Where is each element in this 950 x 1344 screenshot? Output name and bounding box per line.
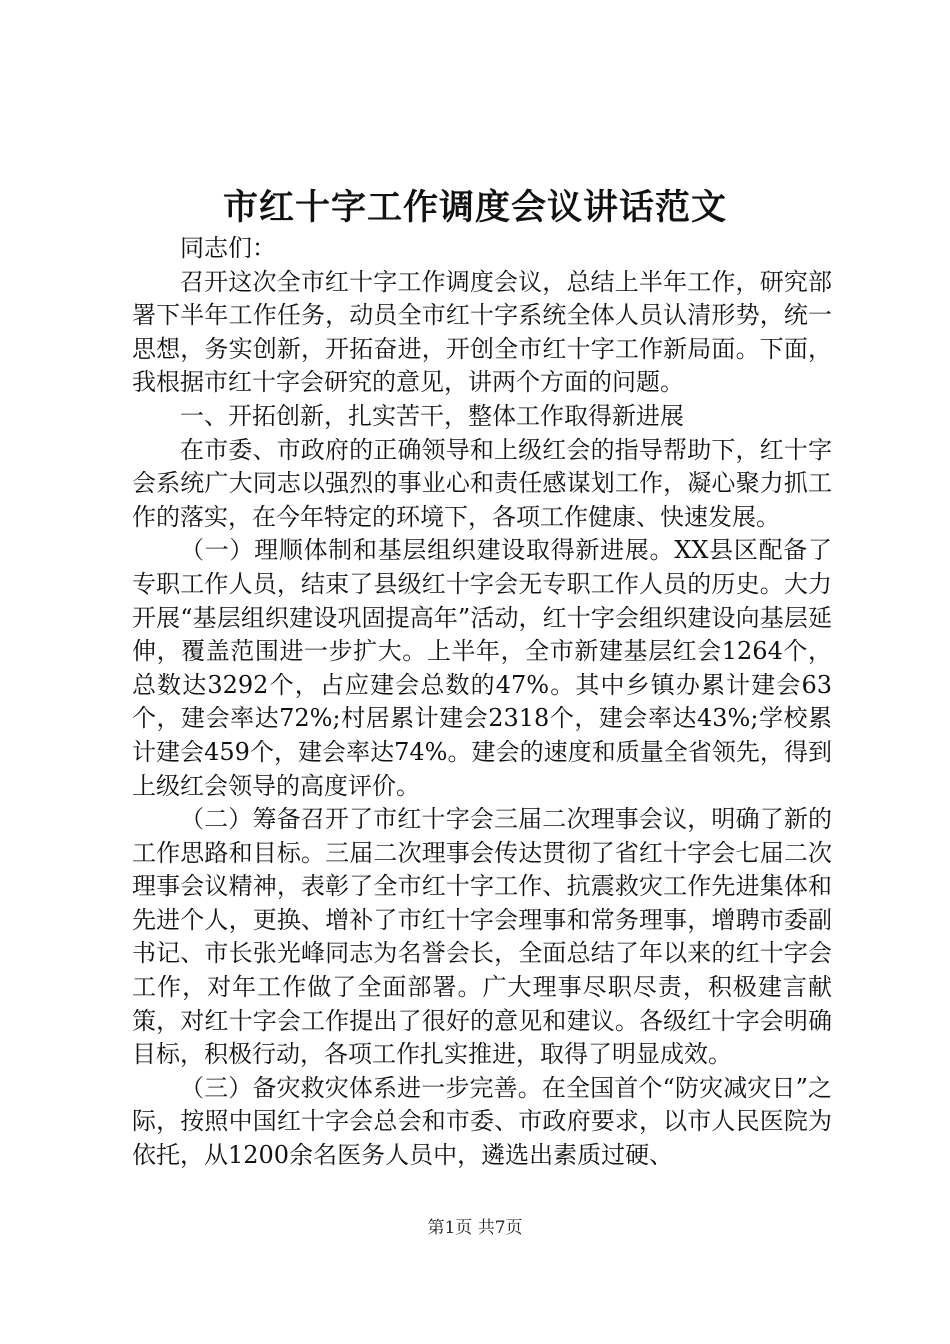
document-title: 市红十字工作调度会议讲话范文 [222, 187, 727, 228]
document-body [132, 232, 832, 1173]
body-paragraph: 在市委、市政府的正确领导和上级红会的指导帮助下，红十字会系统广大同志以强烈的事业心和责任感谋划工作，凝心聚力抓工作的落实，在今年特定的环境下，各项工作健康、快速发展。 [132, 435, 832, 531]
section-heading: 一、开拓创新，扎实苦干，整体工作取得新进展 [180, 401, 684, 430]
intro-paragraph: 召开这次全市红十字工作调度会议，总结上半年工作，研究部署下半年工作任务，动员全市红十字系统全体人员认清形势，统一思想，务实创新，开拓奋进，开创全市红十字工作新局面。下面，我根据市红十字会研究的意见，讲两个方面的问题。 [132, 267, 832, 397]
body-paragraph: （三）备灾救灾体系进一步完善。在全国首个“防灾减灾日”之际，按照中国红十字会总会和市委、市政府要求，以市人民医院为依托，从1200余名医务人员中，遴选出素质过硬、 [132, 1073, 832, 1170]
body-paragraph: （一）理顺体制和基层组织建设取得新进展。XX县区配备了专职工作人员，结束了县级红十字会无专职工作人员的历史。大力开展“基层组织建设巩固提高年”活动，红十字会组织建设向基层延伸，覆盖范围进一步扩大。上半年，全市新建基层红会1264个，总数达3292个，占应建会总数的47%。其中乡镇办累计建会63个，建会率达72%;村居累计建会2318个，建会率达43%;学校累计建会459个，建会率达74%。建会的速度和质量全省领先，得到上级红会领导的高度评价。 [132, 536, 832, 800]
salutation-paragraph: 同志们： [180, 234, 276, 262]
body-paragraph: （二）筹备召开了市红十字会三届二次理事会议，明确了新的工作思路和目标。三届二次理事会传达贯彻了省红十字会七届二次理事会议精神，表彰了全市红十字工作、抗震救灾工作先进集体和先进个人，更换、增补了市红十字会理事和常务理事，增聘市委副书记、市长张光峰同志为名誉会长，全面总结了年以来的红十字会工作，对年工作做了全面部署。广大理事尽职尽责，积极建言献策，对红十字会工作提出了很好的意见和建议。各级红十字会明确目标，积极行动，各项工作扎实推进，取得了明显成效。 [132, 805, 832, 1069]
page-number-footer: 第1页 共7页 [427, 1218, 523, 1238]
